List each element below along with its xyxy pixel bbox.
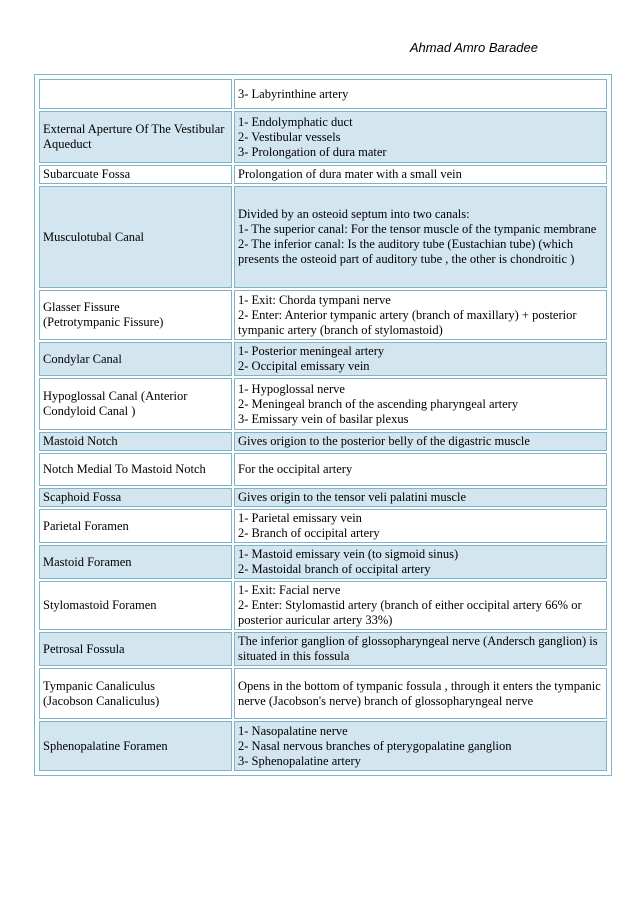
contents-cell: 1- Parietal emissary vein 2- Branch of occipital artery xyxy=(234,509,607,543)
table-row xyxy=(39,632,607,666)
structure-name-cell: Scaphoid Fossa xyxy=(39,488,232,507)
table-row xyxy=(39,488,607,507)
structure-name-cell: Hypoglossal Canal (Anterior Condyloid Canal ) xyxy=(39,378,232,430)
contents-cell: 1- Mastoid emissary vein (to sigmoid sinus) 2- Mastoidal branch of occipital artery xyxy=(234,545,607,579)
contents-cell: Prolongation of dura mater with a small vein xyxy=(234,165,607,184)
table-row xyxy=(39,165,607,184)
structure-name-cell: Stylomastoid Foramen xyxy=(39,581,232,630)
table-row xyxy=(39,453,607,486)
structure-name-cell: Parietal Foramen xyxy=(39,509,232,543)
contents-cell: Opens in the bottom of tympanic fossula , through it enters the tympanic nerve (Jacobson's nerve) branch of glossopharyngeal nerve xyxy=(234,668,607,719)
structure-name-cell: Mastoid Foramen xyxy=(39,545,232,579)
foramina-table-frame xyxy=(34,74,612,776)
table-row xyxy=(39,432,607,451)
table-row xyxy=(39,111,607,163)
table-row xyxy=(39,79,607,109)
contents-cell: For the occipital artery xyxy=(234,453,607,486)
table-row xyxy=(39,290,607,340)
table-row xyxy=(39,721,607,771)
structure-name-cell: Sphenopalatine Foramen xyxy=(39,721,232,771)
table-row xyxy=(39,545,607,579)
contents-cell: 1- Exit: Chorda tympani nerve 2- Enter: Anterior tympanic artery (branch of maxillary) + posterior tympanic artery (branch of stylomastoid) xyxy=(234,290,607,340)
table-row xyxy=(39,509,607,543)
table-row xyxy=(39,581,607,630)
structure-name-cell: Mastoid Notch xyxy=(39,432,232,451)
table-body xyxy=(39,79,607,771)
contents-cell: Gives origin to the tensor veli palatini muscle xyxy=(234,488,607,507)
contents-cell: 3- Labyrinthine artery xyxy=(234,79,607,109)
contents-cell: The inferior ganglion of glossopharyngeal nerve (Andersch ganglion) is situated in this fossula xyxy=(234,632,607,666)
structure-name-cell: Condylar Canal xyxy=(39,342,232,376)
structure-name-cell xyxy=(39,79,232,109)
author-name: Ahmad Amro Baradee xyxy=(409,40,538,55)
contents-cell: 1- Posterior meningeal artery 2- Occipital emissary vein xyxy=(234,342,607,376)
structure-name-cell: Glasser Fissure (Petrotympanic Fissure) xyxy=(39,290,232,340)
structure-name-cell: External Aperture Of The Vestibular Aqueduct xyxy=(39,111,232,163)
table-row xyxy=(39,378,607,430)
foramina-table xyxy=(37,77,609,773)
structure-name-cell: Subarcuate Fossa xyxy=(39,165,232,184)
table-row xyxy=(39,186,607,288)
table-row xyxy=(39,342,607,376)
contents-cell: 1- Endolymphatic duct 2- Vestibular vessels 3- Prolongation of dura mater xyxy=(234,111,607,163)
structure-name-cell: Musculotubal Canal xyxy=(39,186,232,288)
contents-cell: 1- Hypoglossal nerve 2- Meningeal branch of the ascending pharyngeal artery 3- Emissary vein of basilar plexus xyxy=(234,378,607,430)
contents-cell: Gives origion to the posterior belly of the digastric muscle xyxy=(234,432,607,451)
contents-cell: Divided by an osteoid septum into two canals: 1- The superior canal: For the tensor muscle of the tympanic membrane 2- The inferior canal: Is the auditory tube (Eustachian tube) (which presents the osteoid part of auditory tube , the other is chondroitic ) xyxy=(234,186,607,288)
contents-cell: 1- Nasopalatine nerve 2- Nasal nervous branches of pterygopalatine ganglion 3- Sphenopalatine artery xyxy=(234,721,607,771)
table-row xyxy=(39,668,607,719)
structure-name-cell: Petrosal Fossula xyxy=(39,632,232,666)
structure-name-cell: Notch Medial To Mastoid Notch xyxy=(39,453,232,486)
contents-cell: 1- Exit: Facial nerve 2- Enter: Stylomastid artery (branch of either occipital artery 66% or posterior auricular artery 33%) xyxy=(234,581,607,630)
structure-name-cell: Tympanic Canaliculus (Jacobson Canaliculus) xyxy=(39,668,232,719)
